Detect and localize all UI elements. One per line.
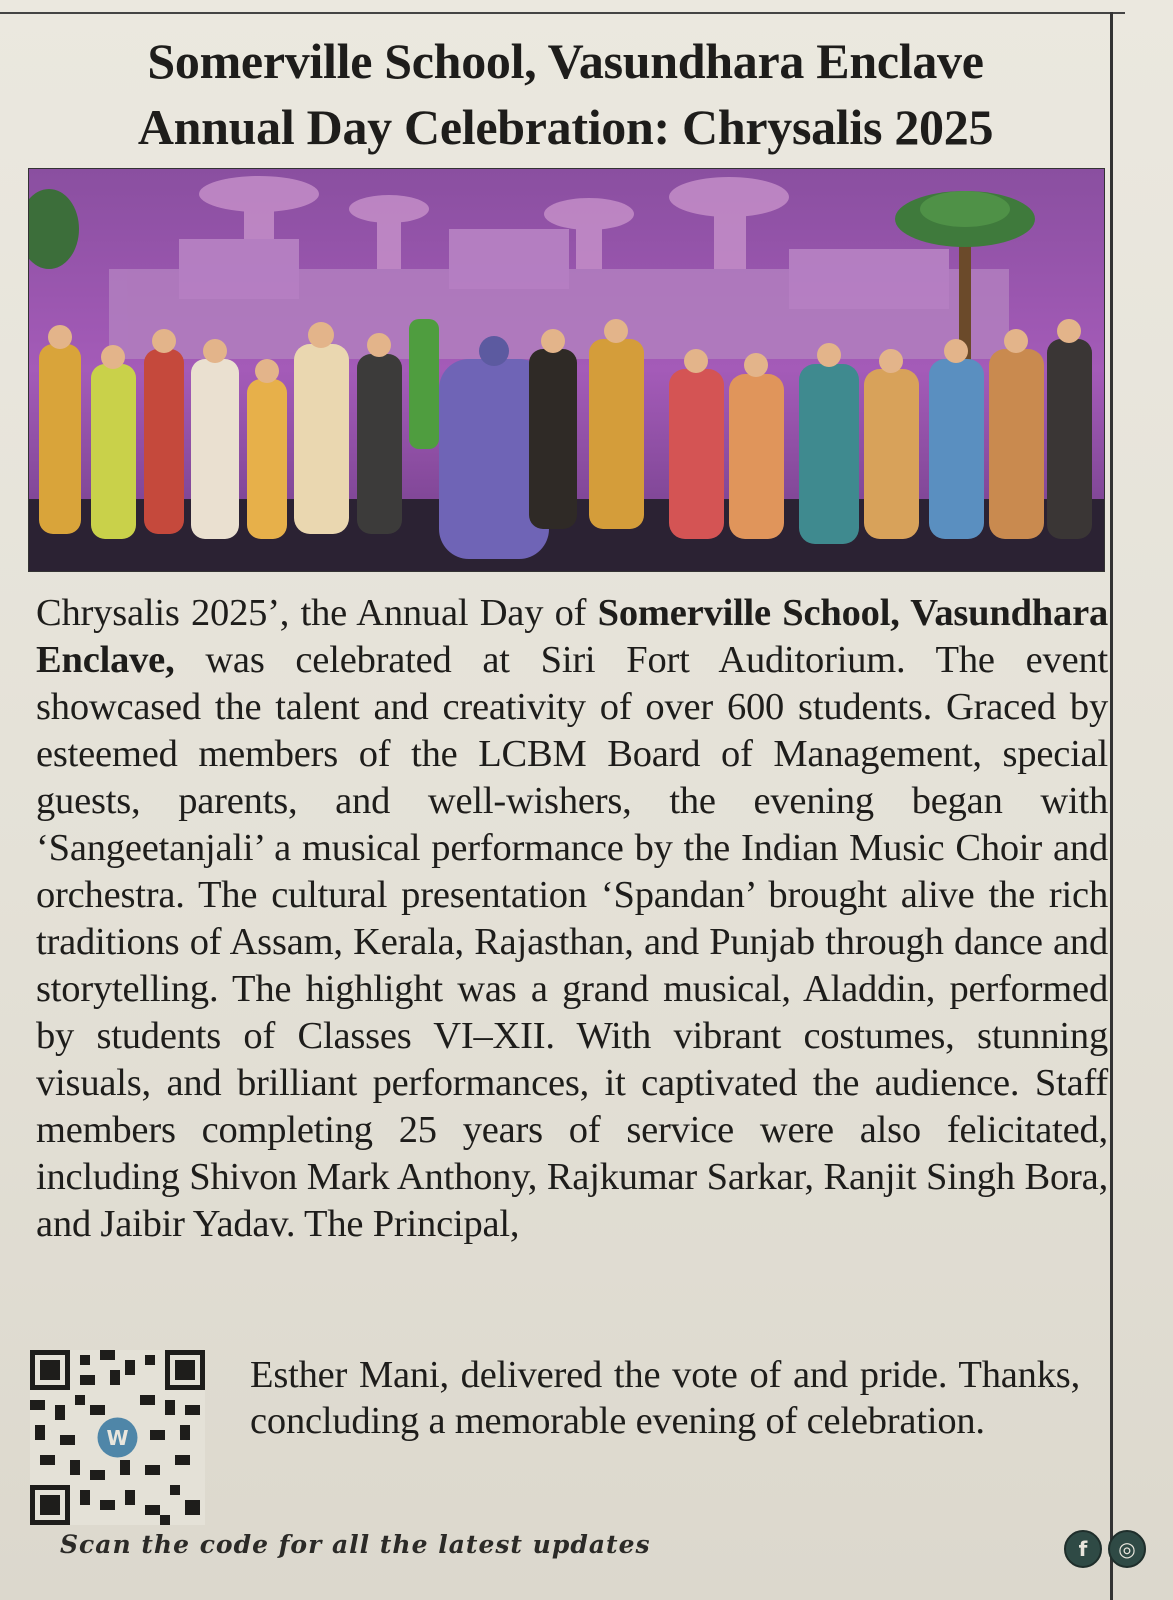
- stage-photo-illustration: [29, 169, 1104, 571]
- facebook-icon[interactable]: f: [1064, 1530, 1102, 1568]
- stage-photo: [28, 168, 1105, 572]
- qr-code[interactable]: [30, 1350, 240, 1525]
- article: [28, 20, 1109, 1245]
- social-icons: [1064, 1530, 1146, 1568]
- headline-line-2: Annual Day Celebration: Chrysalis 2025: [137, 99, 994, 155]
- column-divider: [1110, 12, 1113, 1600]
- qr-badge: W: [106, 1426, 129, 1450]
- qr-code-graphic: [30, 1350, 205, 1525]
- headline: [28, 28, 1103, 160]
- top-rule: [0, 12, 1125, 14]
- school-name-bold: Somerville School, Vasundhara Enclave,: [36, 592, 1109, 681]
- scan-code-caption: Scan the code for all the latest updates: [60, 1530, 651, 1559]
- body-intro: Chrysalis 2025’, the Annual Day of: [36, 592, 598, 634]
- body-main: was celebrated at Siri Fort Auditorium. The event showcased the talent and creativity of over 600 students. Graced by esteemed members of the LCBM Board of Management, special guests, parents, and well-wishers, the evening began with ‘Sangeetanjali’ a musical performance by the Indian Music Choir and orchestra. The cultural presentation ‘Spandan’ brought alive the rich traditions of Assam, Kerala, Rajasthan, and Punjab through dance and storytelling. The highlight was a grand musical, Aladdin, performed by students of Classes VI–XII. With vibrant costumes, stunning visuals, and brilliant performances, it captivated the audience. Staff members completing 25 years of service were also felicitated, including Shivon Mark Anthony, Rajkumar Sarkar, Ranjit Singh Bora, and Jaibir Yadav. The Principal,: [36, 639, 1108, 1245]
- article-body: [36, 590, 1108, 1248]
- headline-line-1: Somerville School, Vasundhara Enclave: [147, 33, 984, 89]
- instagram-icon[interactable]: ◎: [1108, 1530, 1146, 1568]
- article-body-end: Esther Mani, delivered the vote of and pride. Thanks, concluding a memorable evening of celebration.: [250, 1354, 1080, 1442]
